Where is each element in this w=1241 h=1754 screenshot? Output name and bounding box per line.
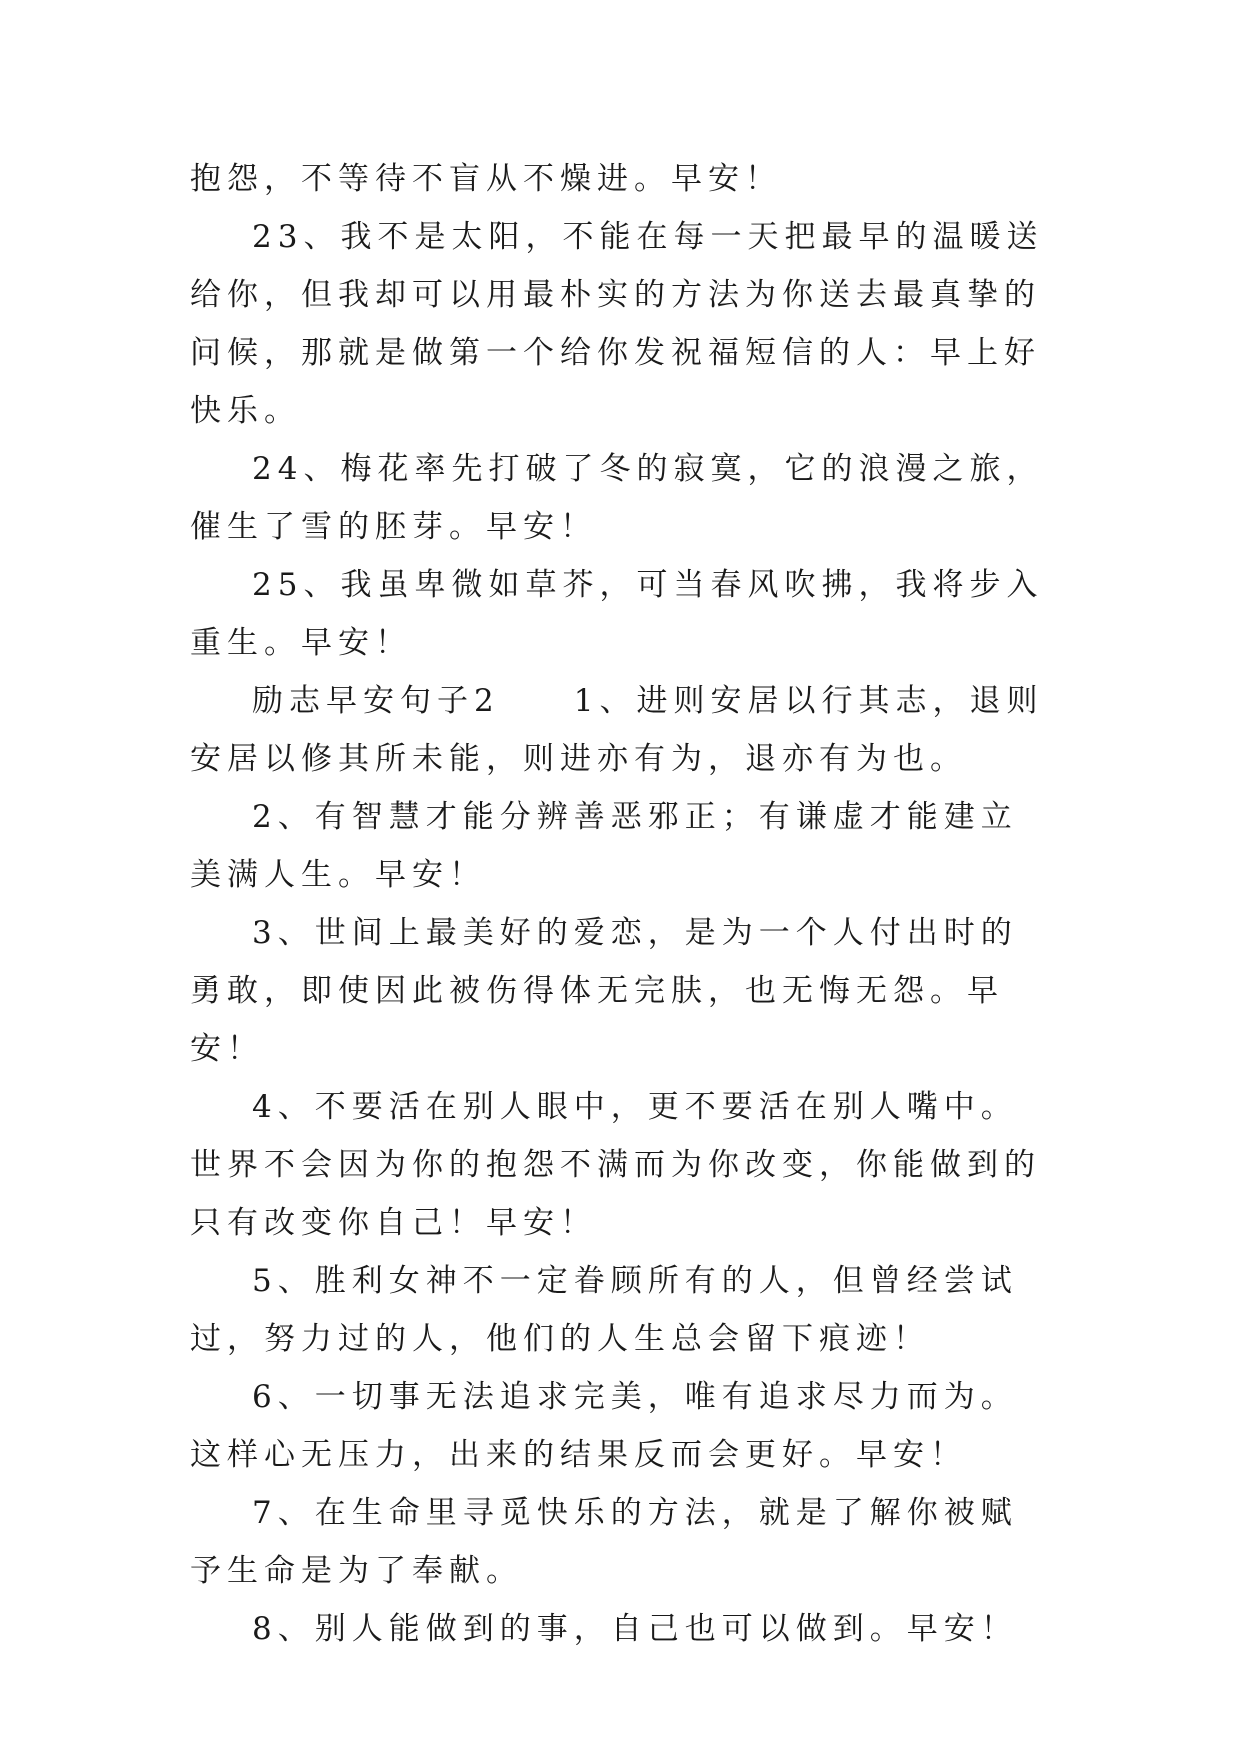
paragraph-item-2: 2、有智慧才能分辨善恶邪正；有谦虚才能建立美满人生。早安！ bbox=[190, 799, 1018, 893]
section-heading-paragraph: 励志早安句子2 1、进则安居以行其志，退则安居以修其所未能，则进亦有为，退亦有为也。 bbox=[190, 683, 1044, 777]
paragraph-item-24: 24、梅花率先打破了冬的寂寞，它的浪漫之旅，催生了雪的胚芽。早安！ bbox=[190, 451, 1044, 545]
paragraph-item-6: 6、一切事无法追求完美，唯有追求尽力而为。这样心无压力，出来的结果反而会更好。早安！ bbox=[190, 1379, 1018, 1473]
paragraph-continuation: 抱怨，不等待不盲从不燥进。早安！ bbox=[190, 161, 782, 197]
paragraph-item-3: 3、世间上最美好的爱恋，是为一个人付出时的勇敢，即使因此被伤得体无完肤，也无悔无怨。早安！ bbox=[190, 915, 1018, 1067]
paragraph-item-5: 5、胜利女神不一定眷顾所有的人，但曾经尝试过，努力过的人，他们的人生总会留下痕迹！ bbox=[190, 1263, 1018, 1357]
paragraph-item-7: 7、在生命里寻觅快乐的方法，就是了解你被赋予生命是为了奉献。 bbox=[190, 1495, 1018, 1589]
paragraph-item-23: 23、我不是太阳，不能在每一天把最早的温暖送给你，但我却可以用最朴实的方法为你送去最真挚的问候，那就是做第一个给你发祝福短信的人：早上好快乐。 bbox=[190, 219, 1044, 429]
paragraph-item-25: 25、我虽卑微如草芥，可当春风吹拂，我将步入重生。早安！ bbox=[190, 567, 1044, 661]
paragraph-item-8: 8、别人能做到的事，自己也可以做到。早安！ bbox=[252, 1611, 1018, 1647]
document-body bbox=[190, 150, 1050, 1658]
paragraph-item-4: 4、不要活在别人眼中，更不要活在别人嘴中。世界不会因为你的抱怨不满而为你改变，你能做到的只有改变你自己！早安！ bbox=[190, 1089, 1041, 1241]
